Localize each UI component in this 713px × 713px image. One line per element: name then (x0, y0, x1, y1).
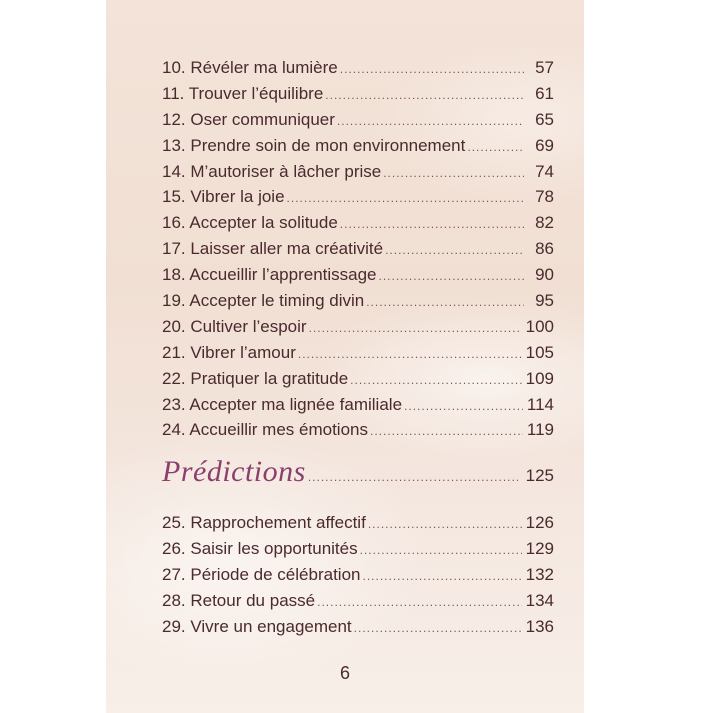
toc-entry-title: 26. Saisir les opportunités (162, 538, 358, 558)
toc-list-chapters (162, 55, 554, 443)
toc-entry (162, 262, 554, 288)
toc-entry-title: 16. Accepter la solitude (162, 213, 338, 233)
dot-leader (309, 316, 522, 342)
dot-leader (366, 290, 524, 316)
toc-entry-page: 86 (535, 239, 554, 259)
toc-entry-page: 61 (535, 83, 554, 103)
toc-entry-title: 18. Accueillir l’apprentissage (162, 265, 377, 285)
toc-list-predictions (162, 510, 554, 639)
toc-entry-page: 82 (535, 213, 554, 233)
toc-entry (162, 55, 554, 81)
dot-leader (298, 342, 522, 368)
toc-entry-title: 20. Cultiver l’espoir (162, 316, 307, 336)
toc-entry-title: 15. Vibrer la joie (162, 187, 285, 207)
toc-entry-title: 17. Laisser aller ma créativité (162, 239, 384, 259)
toc-entry-page: 109 (525, 368, 554, 388)
toc-entry-page: 90 (535, 265, 554, 285)
dot-leader (360, 538, 522, 564)
toc-entry-page: 105 (525, 342, 554, 362)
toc-entry-title: 21. Vibrer l’amour (162, 342, 296, 362)
toc-entry (162, 314, 554, 340)
toc-entry (162, 107, 554, 133)
toc-entry-page: 132 (525, 564, 554, 584)
toc-entry-title: 11. Trouver l’équilibre (162, 83, 324, 103)
toc-entry-title: 10. Révéler ma lumière (162, 58, 338, 77)
toc-entry-title: 19. Accepter le timing divin (162, 291, 365, 311)
toc-entry-title: 29. Vivre un engagement (162, 616, 352, 636)
toc-entry (162, 614, 554, 640)
section-page: 125 (525, 466, 554, 485)
toc-entry (162, 288, 554, 314)
toc-entry (162, 340, 554, 366)
toc-entry-page: 65 (535, 109, 554, 129)
dot-leader (350, 368, 521, 394)
book-page (106, 0, 584, 713)
dot-leader (340, 57, 524, 83)
dot-leader (362, 564, 521, 590)
toc-entry-page: 95 (535, 291, 554, 311)
toc-entry-title: 24. Accueillir mes émotions (162, 420, 368, 440)
toc-entry-title: 22. Pratiquer la gratitude (162, 368, 349, 388)
toc-entry (162, 562, 554, 588)
dot-leader (368, 512, 522, 538)
toc-entry-page: 119 (526, 420, 554, 440)
toc-entry (162, 510, 554, 536)
toc-entry (162, 392, 554, 418)
dot-leader (467, 135, 524, 161)
toc-entry (162, 133, 554, 159)
toc-entry-title: 14. M’autoriser à lâcher prise (162, 161, 382, 181)
dot-leader (383, 161, 524, 187)
toc-entry (162, 81, 554, 107)
toc-entry-page: 74 (535, 161, 554, 181)
page-number: 6 (339, 663, 350, 683)
toc-entry-title: 13. Prendre soin de mon environnement (162, 135, 466, 155)
toc-entry-page: 69 (535, 135, 554, 155)
toc-entry (162, 159, 554, 185)
toc-entry (162, 366, 554, 392)
toc-entry-page: 126 (525, 513, 554, 532)
toc-entry (162, 210, 554, 236)
toc-entry-page: 114 (526, 394, 554, 414)
toc-entry-page: 136 (525, 616, 554, 636)
toc-entry-page: 129 (525, 538, 554, 558)
toc-entry-title: 12. Oser communiquer (162, 109, 335, 129)
dot-leader (379, 264, 524, 290)
section-title: Prédictions (162, 455, 306, 488)
toc-entry-page: 100 (525, 316, 554, 336)
toc-entry-title: 27. Période de célébration (162, 564, 361, 584)
toc-entry (162, 184, 554, 210)
toc-entry (162, 236, 554, 262)
dot-leader (340, 212, 524, 238)
dot-leader (385, 238, 524, 264)
toc-entry-page: 134 (525, 590, 554, 610)
toc-entry-title: 28. Retour du passé (162, 590, 316, 610)
toc-entry (162, 417, 554, 443)
dot-leader (287, 186, 524, 212)
dot-leader (308, 470, 518, 484)
toc-entry-page: 57 (535, 58, 554, 77)
dot-leader (404, 394, 523, 420)
dot-leader (354, 616, 522, 642)
toc-entry (162, 588, 554, 614)
toc-entry-title: 25. Rapprochement affectif (162, 513, 366, 532)
dot-leader (337, 109, 524, 135)
section-heading-predictions (162, 455, 554, 489)
toc-entry (162, 536, 554, 562)
dot-leader (370, 419, 523, 445)
toc-entry-page: 78 (535, 187, 554, 207)
dot-leader (325, 83, 524, 109)
toc-entry-title: 23. Accepter ma lignée familiale (162, 394, 403, 414)
dot-leader (317, 590, 522, 616)
